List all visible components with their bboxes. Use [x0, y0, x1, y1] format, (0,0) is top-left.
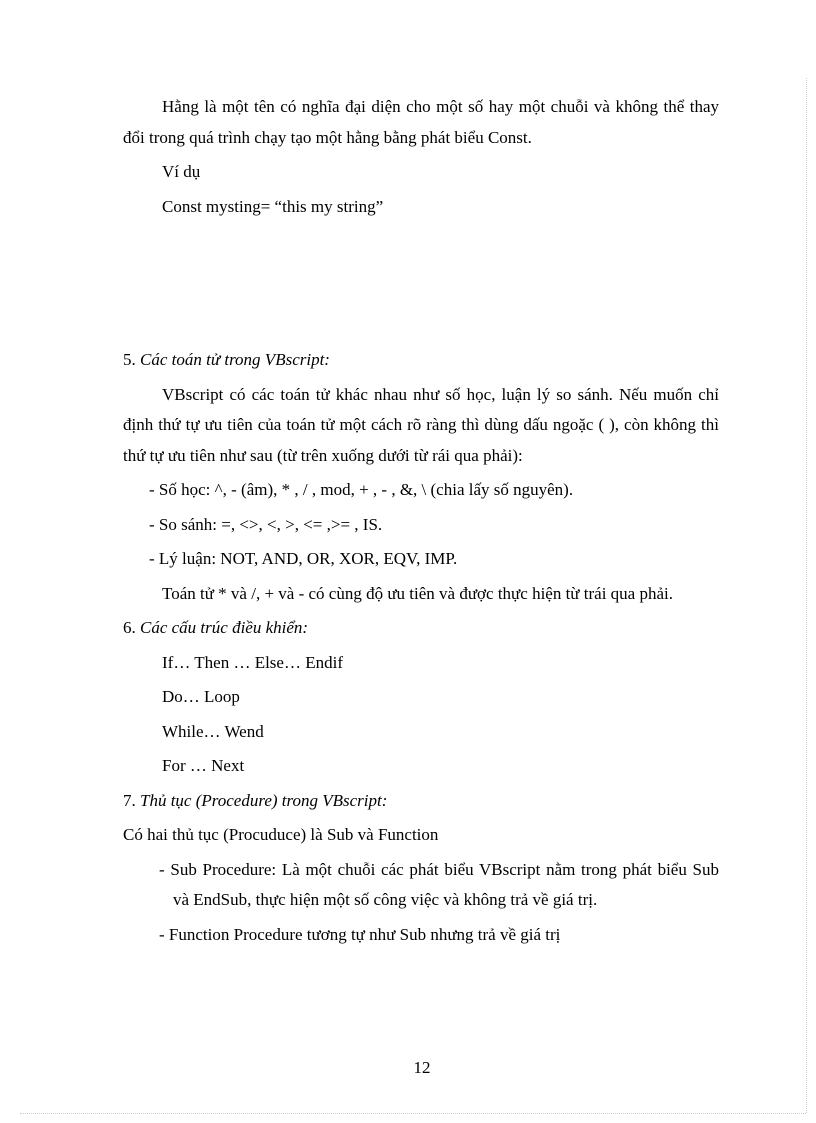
section-5-heading — [123, 345, 719, 376]
bullet-text: Sub Procedure: Là một chuỗi các phát biểu VBscript nằm trong phát biểu Sub và EndSub, thực hiện một số công việc và không trả về giá trị. — [170, 859, 719, 909]
control-structure-while: While… Wend — [162, 721, 264, 741]
section-5-number: 5. — [123, 350, 136, 369]
example-label: Ví dụ — [162, 162, 201, 181]
bullet-text: Số học: ^, - (âm), * , / , mod, + , - , &, \ (chia lấy số nguyên). — [158, 480, 574, 499]
control-structure-for: For … Next — [162, 756, 245, 775]
page-border-right — [806, 78, 807, 1113]
operator-bullet-arithmetic: - Số học: ^, - (âm), * , / , mod, + , - , &, \ (chia lấy số nguyên). — [149, 480, 574, 499]
section-6-number: 6. — [123, 618, 136, 637]
bullet-text: Function Procedure tương tự như Sub nhưng trả về giá trị — [168, 924, 561, 944]
document-body — [123, 92, 719, 954]
operator-bullet-logical: - Lý luận: NOT, AND, OR, XOR, EQV, IMP. — [149, 549, 458, 568]
section-5-title: Các toán tử trong VBscript: — [140, 350, 330, 369]
constant-definition-paragraph: Hằng là một tên có nghĩa đại diện cho một số hay một chuỗi và không thể thay đổi trong quá trình chạy tạo một hằng bằng phát biểu Const. — [123, 97, 719, 147]
bullet-text: So sánh: =, <>, <, >, <= ,>= , IS. — [158, 514, 383, 534]
section-7-number: 7. — [123, 790, 136, 810]
section-6-heading — [123, 613, 719, 644]
control-structure-do: Do… Loop — [162, 687, 240, 706]
bullet-text: Lý luận: NOT, AND, OR, XOR, EQV, IMP. — [158, 549, 458, 568]
section-7-intro: Có hai thủ tục (Procuduce) là Sub và Function — [123, 825, 439, 844]
control-structure-if: If… Then … Else… Endif — [162, 652, 343, 672]
section-5-note: Toán tử * và /, + và - có cùng độ ưu tiên và được thực hiện từ trái qua phải. — [162, 583, 673, 603]
page-border-bottom — [20, 1113, 806, 1114]
procedure-bullet-sub: - Sub Procedure: Là một chuỗi các phát biểu VBscript nằm trong phát biểu Sub và EndSub, thực hiện một số công việc và không trả về giá trị. — [159, 859, 719, 909]
section-7-heading — [123, 786, 719, 817]
vertical-spacer — [123, 226, 719, 345]
page-number: 12 — [413, 1058, 431, 1077]
operator-bullet-comparison: - So sánh: =, <>, <, >, <= ,>= , IS. — [149, 514, 383, 534]
section-7-title: Thủ tục (Procedure) trong VBscript: — [140, 790, 388, 810]
section-6-title: Các cấu trúc điều khiển: — [140, 618, 309, 637]
example-code: Const mysting= “this my string” — [162, 196, 384, 216]
procedure-bullet-function: - Function Procedure tương tự như Sub nhưng trả về giá trị — [159, 924, 561, 944]
section-5-intro: VBscript có các toán tử khác nhau như số học, luận lý so sánh. Nếu muốn chỉ định thứ tự ưu tiên của toán tử một cách rõ ràng thì dùng dấu ngoặc ( ), còn không thì thứ tự ưu tiên như sau (từ trên xuống dưới từ rái qua phải): — [123, 384, 719, 465]
